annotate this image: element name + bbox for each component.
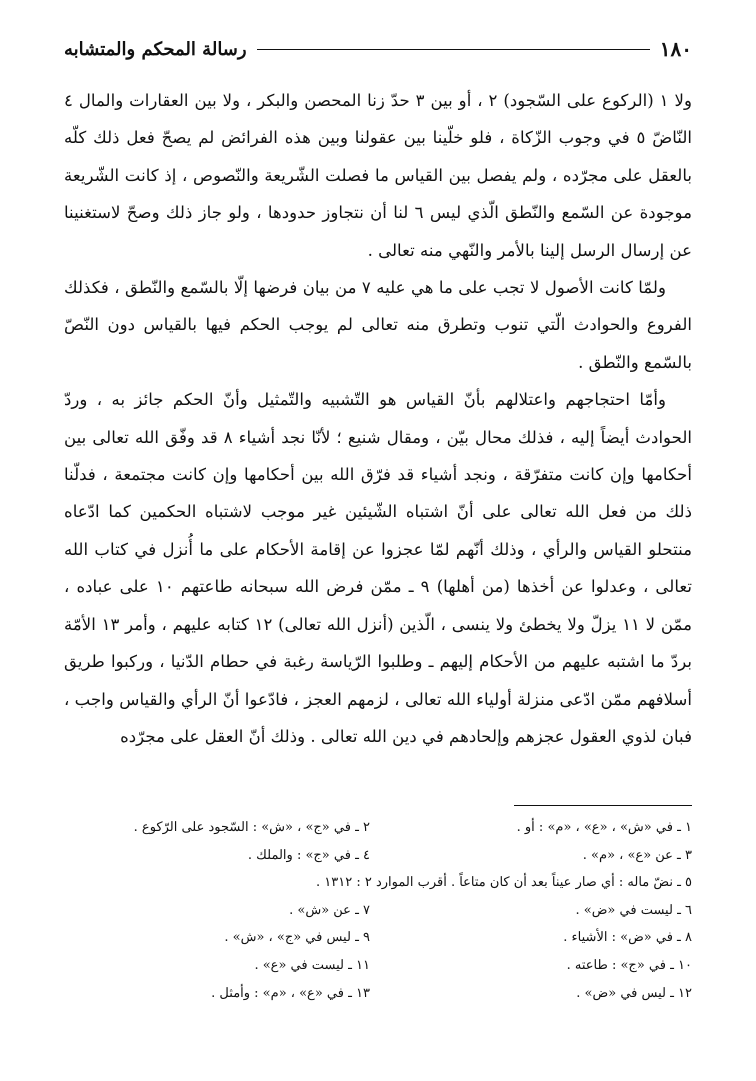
footnote-9: ٩ ـ ليس في «ج» ، «ش» . xyxy=(224,930,370,946)
paragraph: ولمّا كانت الأصول لا تجب على ما هي عليه ٧ من بيان فرضها إلّا بالسّمع والنّطق ، فكذلك الفروع والحوادث الّتي تنوب وتطرق منه تعالى لم يوجب الحكم فيها بالقياس دون النّصّ بالسّمع والنّطق . xyxy=(64,278,692,372)
footnote-6: ٦ ـ ليست في «ض» . xyxy=(575,902,692,918)
footnotes xyxy=(64,814,692,1007)
footnote-12: ١٢ ـ ليس في «ض» . xyxy=(576,985,692,1001)
footnote-11: ١١ ـ ليست في «ع» . xyxy=(254,957,370,973)
page-number: ١٨٠ xyxy=(659,37,692,61)
footnote-8: ٨ ـ في «ض» : الأشياء . xyxy=(563,930,692,946)
footnote-7: ٧ ـ عن «ش» . xyxy=(289,902,370,918)
footnote-13: ١٣ ـ في «ع» ، «م» : وأمثل . xyxy=(211,985,370,1001)
footnote-4: ٤ ـ في «ج» : والملك . xyxy=(247,847,370,863)
running-title: رسالة المحكم والمتشابه xyxy=(64,38,247,60)
paragraph: ولا ١ (الركوع على السّجود) ٢ ، أو بين ٣ حدّ زنا المحصن والبكر ، ولا بين العقارات والمال ٤ النّاضّ ٥ في وجوب الزّكاة ، فلو خلّينا بين عقولنا وبين هذه الفرائض لم يصحّ فعل ذلك كلّه بالعقل على مجرّده ، ولم يفصل بين القياس ما فصلت الشّريعة والنّصوص ، إذ كانت الشّريعة موجودة عن السّمع والنّطق الّذي ليس ٦ لنا أن نتجاوز حدودها ، ولو جاز ذلك وصحّ لاستغنينا عن إرسال الرسل إلينا بالأمر والنّهي منه تعالى . xyxy=(64,91,692,260)
page-header xyxy=(64,34,692,64)
header-divider xyxy=(257,49,650,50)
footnote-5: ٥ ـ نضّ ماله : أي صار عيناً بعد أن كان متاعاً . أقرب الموارد ٢ : ١٣١٢ . xyxy=(315,875,692,891)
footnote-1: ١ ـ في «ش» ، «ع» ، «م» : أو . xyxy=(516,820,692,835)
paragraph: وأمّا احتجاجهم واعتلالهم بأنّ القياس هو التّشبيه والتّمثيل وأنّ الحكم جائز به ، وردّ الحوادث أيضاً إليه ، فذلك محال بيّن ، ومقال شنيع ؛ لأنّا نجد أشياء ٨ قد وفّق الله تعالى بين أحكامها وإن كانت متفرّقة ، ونجد أشياء قد فرّق الله بين أحكامها وإن كانت مجتمعة ، فدلّنا ذلك من فعل الله تعالى على أنّ اشتباه الشّيئين غير موجب لاشتباه الحكمين كما ادّعاه منتحلو القياس والرأي ، وذلك أنّهم لمّا عجزوا عن إقامة الأحكام على ما أُنزل في كتاب الله تعالى ، وعدلوا عن أخذها (من أهلها) ٩ ـ ممّن فرض الله سبحانه طاعتهم ١٠ على عباده ، ممّن لا ١١ يزلّ ولا يخطئ ولا ينسى ، الّذين (أنزل الله تعالى) ١٢ كتابه عليهم ، وأمر ١٣ الأمّة بردّ ما اشتبه عليهم من الأحكام إليهم ـ وطلبوا الرّياسة رغبة في حطام الدّنيا ، وركبوا طريق أسلافهم ممّن ادّعى منزلة أولياء الله تعالى ، لزمهم العجز ، فادّعوا أنّ الرأي والقياس واجب ، فبان لذوي العقول عجزهم وإلحادهم في دين الله تعالى . وذلك أنّ العقل على مجرّده xyxy=(64,390,693,746)
footnote-3: ٣ ـ عن «ع» ، «م» . xyxy=(582,847,692,863)
footnote-divider xyxy=(514,805,692,806)
footnote-2: ٢ ـ في «ج» ، «ش» : السّجود على الرّكوع . xyxy=(133,820,370,835)
footnote-10: ١٠ ـ في «ج» : طاعته . xyxy=(566,957,692,973)
main-text xyxy=(64,82,692,755)
